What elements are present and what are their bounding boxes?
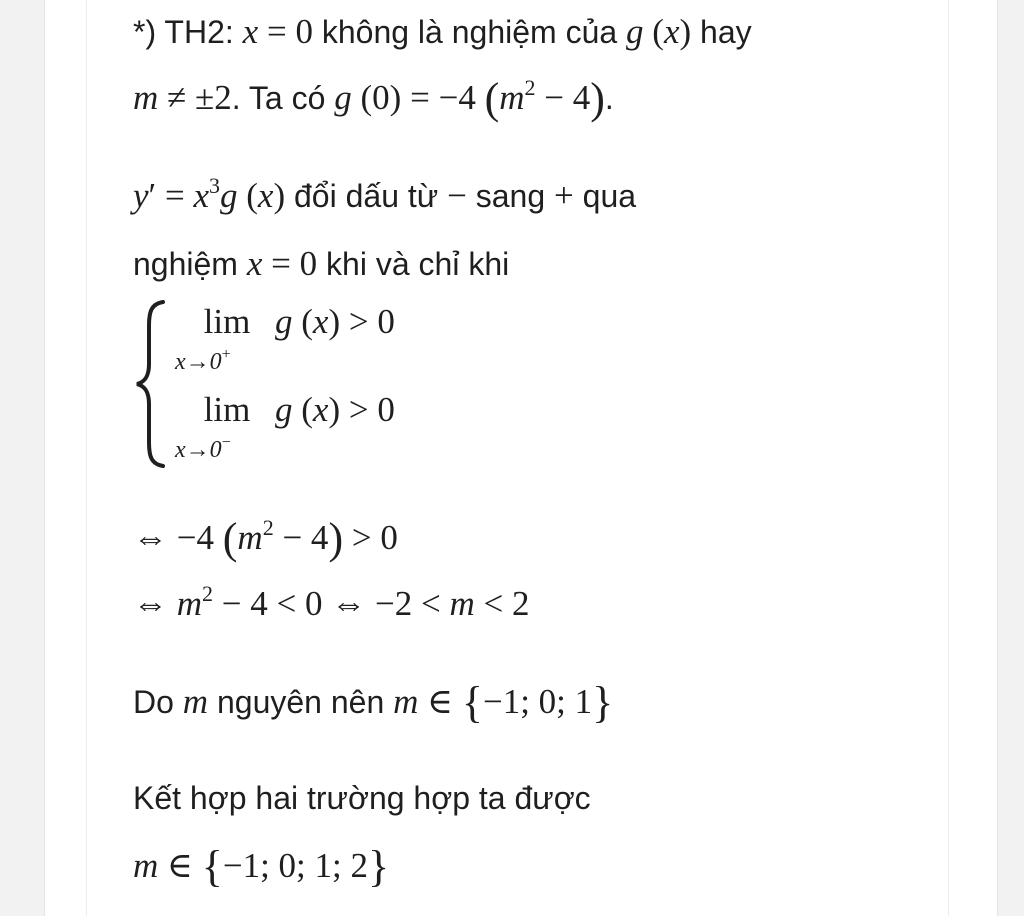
- right-margin-line: [948, 0, 949, 916]
- solution-line-4: nghiệm x = 0 khi và chỉ khi: [133, 244, 510, 283]
- solution-line-7: Do m nguyên nên m ∈ {−1; 0; 1}: [133, 678, 614, 727]
- left-brace-icon: [133, 296, 173, 472]
- limit-system: lim x→0+ g (x) > 0 lim x→0− g (x) > 0: [133, 296, 553, 472]
- solution-line-5: ⇔ −4 $(m^2 - 4) > 0$: [133, 514, 398, 563]
- left-margin-line: [86, 0, 87, 916]
- solution-line-1: *) TH2: x = 0 không là nghiệm của g (x) hay: [133, 12, 752, 51]
- solution-line-2: m ≠ ±2. Ta có g (0) = −4 $(m^2 - 4)$.: [133, 74, 614, 123]
- solution-line-6: ⇔ $m^2 - 4 < 0$ ⇔ −2 < m < 2: [133, 581, 530, 623]
- solution-line-9: m ∈ {−1; 0; 1; 2}: [133, 842, 390, 891]
- solution-line-8: Kết hợp hai trường hợp ta được: [133, 780, 591, 816]
- solution-line-3: $y' = x^3g$ (x) đổi dấu từ − sang + qua: [133, 173, 637, 215]
